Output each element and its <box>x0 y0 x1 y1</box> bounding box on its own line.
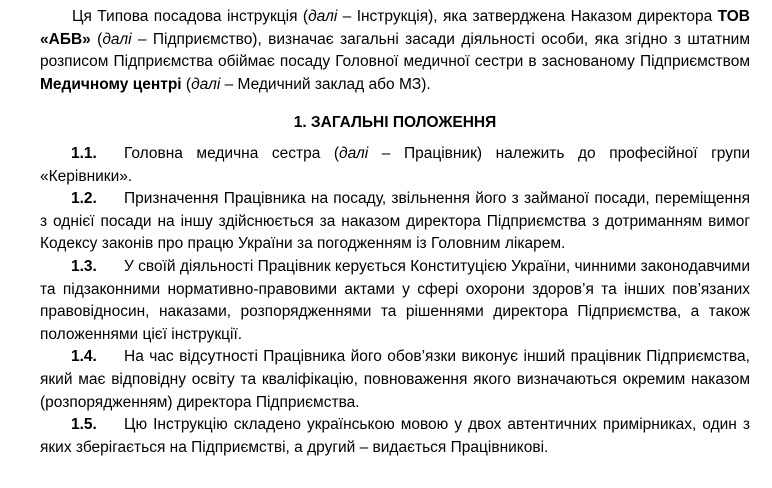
intro-italic-2: далі <box>102 30 132 48</box>
clause-number: 1.1. <box>71 144 97 162</box>
clause-text: Головна медична сестра ( <box>124 144 340 162</box>
medical-center-name: Медичному центрі <box>40 75 182 93</box>
clause-text: Цю Інструкцію складено українською мовою у двох автентичних примірниках, один з яких зберігається на Підприємстві, а другий – видається Працівникові. <box>40 416 750 456</box>
clause-text: – Працівник) належить до професійної групи «Керівники». <box>40 144 751 185</box>
clause-number: 1.2. <box>71 190 97 208</box>
section-title: 1. ЗАГАЛЬНІ ПОЛОЖЕННЯ <box>293 114 497 132</box>
clause-text: У своїй діяльності Працівник керується Конституцією України, чинними законодавчими та підзаконними нормативно-правовими актами у сфері охорони здоров’я та інших пов’язаних правовідносин, наказами, розпорядженнями та рішеннями директора Підприємства, а також положеннями цієї інструкції. <box>40 257 750 343</box>
intro-text-2: – Інструкція), яка затверджена Наказом директора <box>337 8 718 25</box>
intro-paragraph <box>40 6 750 96</box>
clause-number: 1.4. <box>71 348 97 366</box>
intro-text-5: ( <box>181 75 192 93</box>
intro-text-1: Ця Типова посадова інструкція ( <box>72 8 309 25</box>
clause-1-2 <box>40 188 750 256</box>
clause-1-5 <box>40 414 750 459</box>
intro-text-6: – Медичний заклад або МЗ). <box>220 75 431 93</box>
clause-text: Призначення Працівника на посаду, звільнення його з займаної посади, переміщення з однієї посади на іншу здійснюється за наказом директора Підприємства з дотриманням вимог Кодексу законів про працю України за погодженням із Головним лікарем. <box>40 190 750 253</box>
company-name: ТОВ «АБВ» <box>40 8 750 48</box>
clause-number: 1.3. <box>71 257 97 275</box>
intro-italic-3: далі <box>191 75 221 93</box>
intro-text-3: ( <box>90 30 103 48</box>
clause-text: На час відсутності Працівника його обов’язки виконує інший працівник Підприємства, який має відповідну освіту та кваліфікацію, повноваження якого визначаються окремим наказом (розпорядженням) директора Підприємства. <box>40 348 750 411</box>
clause-italic: далі <box>339 144 369 162</box>
clause-1-4 <box>40 346 750 414</box>
clause-1-3 <box>40 256 750 346</box>
intro-text-4: – Підприємство), визначає загальні засади діяльності особи, яка згідно з штатним розписом Підприємства обіймає посаду Головної медичної сестри в заснованому Підприємством <box>40 30 750 71</box>
clause-number: 1.5. <box>71 416 97 434</box>
intro-italic-1: далі <box>308 8 338 25</box>
clause-1-1 <box>40 143 750 188</box>
